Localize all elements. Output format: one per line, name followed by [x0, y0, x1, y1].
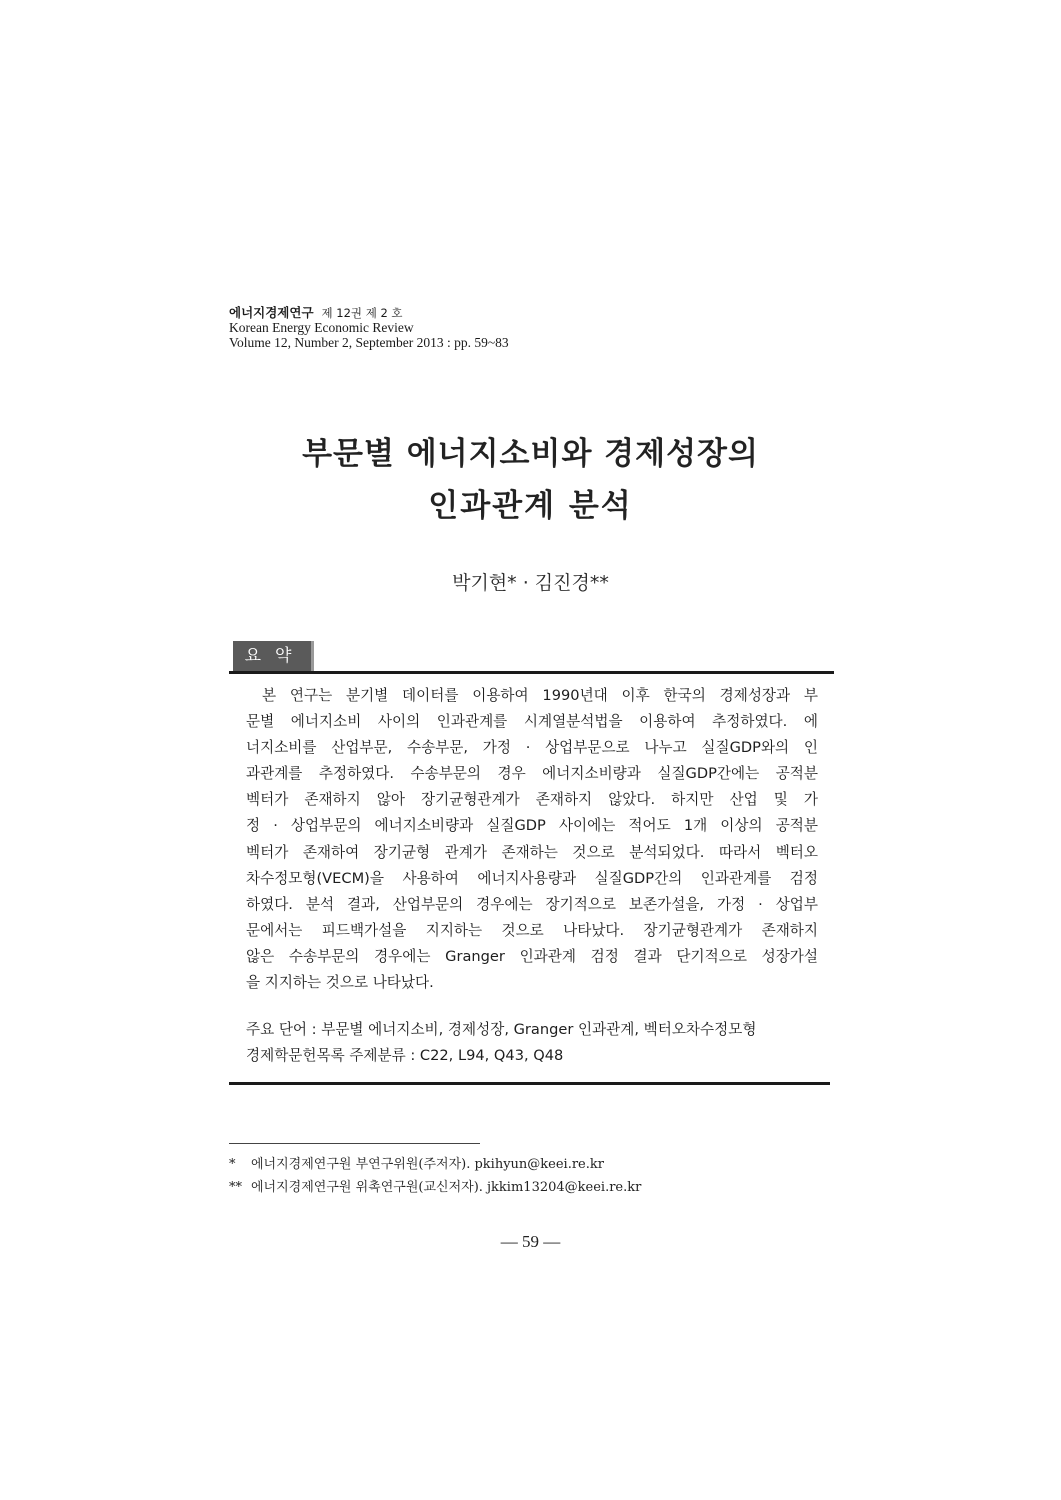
footnote-author-1 [229, 1153, 641, 1176]
abstract-line: 을 지지하는 것으로 나타났다. [246, 974, 434, 992]
abstract-heading-shadow [311, 641, 314, 671]
authors: 박기현* · 김진경** [452, 572, 609, 594]
abstract-line: 차수정모형(VECM)을 사용하여 에너지사용량과 실질GDP간의 인과관계를 검정 [246, 869, 818, 887]
footnote-rule [229, 1143, 480, 1144]
abstract-line: 않은 수송부문의 경우에는 Granger 인과관계 검정 결과 단기적으로 성장가설 [246, 947, 818, 965]
abstract-line: 문별 에너지소비 사이의 인과관계를 시계열분석법을 이용하여 추정하였다. 에 [246, 713, 818, 731]
abstract-line: 과관계를 추정하였다. 수송부문의 경우 에너지소비량과 실질GDP간에는 공적분 [246, 765, 818, 783]
abstract-line: 벡터가 존재하지 않아 장기균형관계가 존재하지 않았다. 하지만 산업 및 가 [246, 791, 818, 809]
jel-classification: 경제학문헌목록 주제분류 : C22, L94, Q43, Q48 [246, 1047, 564, 1064]
paper-title-line-2: 인과관계 분석 [428, 488, 633, 524]
footnote-author-2 [229, 1176, 641, 1199]
abstract-line: 본 연구는 분기별 데이터를 이용하여 1990년대 이후 한국의 경제성장과 부 [262, 687, 818, 704]
journal-volume-ko: 제 12권 제 2 호 [321, 306, 403, 320]
footnote-mark: * [229, 1157, 236, 1172]
abstract-bottom-rule [229, 1082, 830, 1085]
paper-title-line-1: 부문별 에너지소비와 경제성장의 [302, 436, 759, 472]
footnote-text: 에너지경제연구원 위촉연구원(교신저자). jkkim13204@keei.re.kr [251, 1180, 642, 1195]
journal-name-en: Korean Energy Economic Review [229, 320, 414, 335]
abstract-line: 벡터가 존재하여 장기균형 관계가 존재하는 것으로 분석되었다. 따라서 벡터오 [246, 843, 818, 861]
page-number: — 59 — [500, 1232, 561, 1251]
abstract-body [246, 683, 818, 996]
abstract-line: 문에서는 피드백가설을 지지하는 것으로 나타났다. 장기균형관계가 존재하지 [246, 921, 818, 939]
journal-name-ko: 에너지경제연구 [229, 305, 314, 320]
footnote-mark: ** [229, 1180, 242, 1195]
footnote-text: 에너지경제연구원 부연구위원(주저자). pkihyun@keei.re.kr [251, 1157, 604, 1172]
abstract-line: 정 · 상업부문의 에너지소비량과 실질GDP 사이에는 적어도 1개 이상의 공적분 [246, 817, 818, 835]
abstract-line: 하였다. 분석 결과, 산업부문의 경우에는 장기적으로 보존가설을, 가정 · 상업부 [246, 895, 818, 913]
footnotes [229, 1153, 641, 1199]
journal-citation: Volume 12, Number 2, September 2013 : pp. 59~83 [229, 334, 509, 350]
keywords-line: 주요 단어 : 부문별 에너지소비, 경제성장, Granger 인과관계, 벡터오차수정모형 [246, 1021, 757, 1038]
abstract-heading: 요약 [233, 641, 311, 671]
abstract-line: 너지소비를 산업부문, 수송부문, 가정 · 상업부문으로 나누고 실질GDP와의 인 [246, 739, 818, 757]
journal-header [229, 305, 509, 350]
keywords-block [246, 1017, 826, 1069]
abstract-top-rule [229, 671, 834, 674]
